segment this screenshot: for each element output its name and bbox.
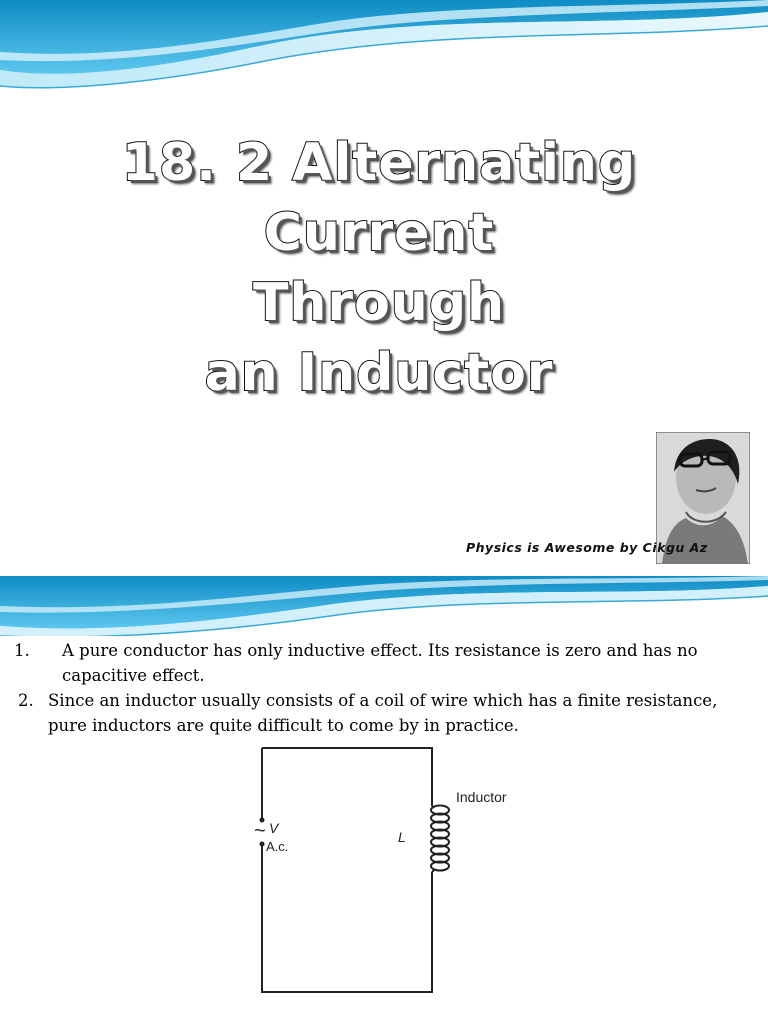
wire-top [262,748,432,806]
title-line-3: Through [252,273,506,333]
terminal-dot [260,842,265,847]
title-line-1: 18. 2 Alternating [121,133,637,193]
wire-bottom [262,846,432,992]
title-line-4: an Inductor [204,343,554,403]
inductor-coil-icon [431,806,449,873]
list-text: A pure conductor has only inductive effect. Its resistance is zero and has no capacitive effect. [62,641,698,685]
content-slide [0,576,768,1024]
title-line-2: Current [263,203,495,263]
wave-banner [0,576,768,636]
list-item [0,638,760,688]
list-number: 2. [18,691,34,710]
wave-banner [0,0,768,100]
list-item [0,688,760,738]
ac-symbol: ~ [254,820,266,842]
circuit-diagram [240,742,530,1002]
tagline: Physics is Awesome by Cikgu Az [466,540,708,555]
slide-title [84,128,674,408]
list-number: 1. [14,641,30,660]
inductance-label: L [398,829,406,845]
content-list [0,638,760,738]
inductor-label: Inductor [456,789,507,805]
list-text: Since an inductor usually consists of a coil of wire which has a finite resistance, pure inductors are quite difficult to come by in practice. [48,691,718,735]
voltage-label: V [269,820,279,836]
source-type-label: A.c. [266,839,289,854]
